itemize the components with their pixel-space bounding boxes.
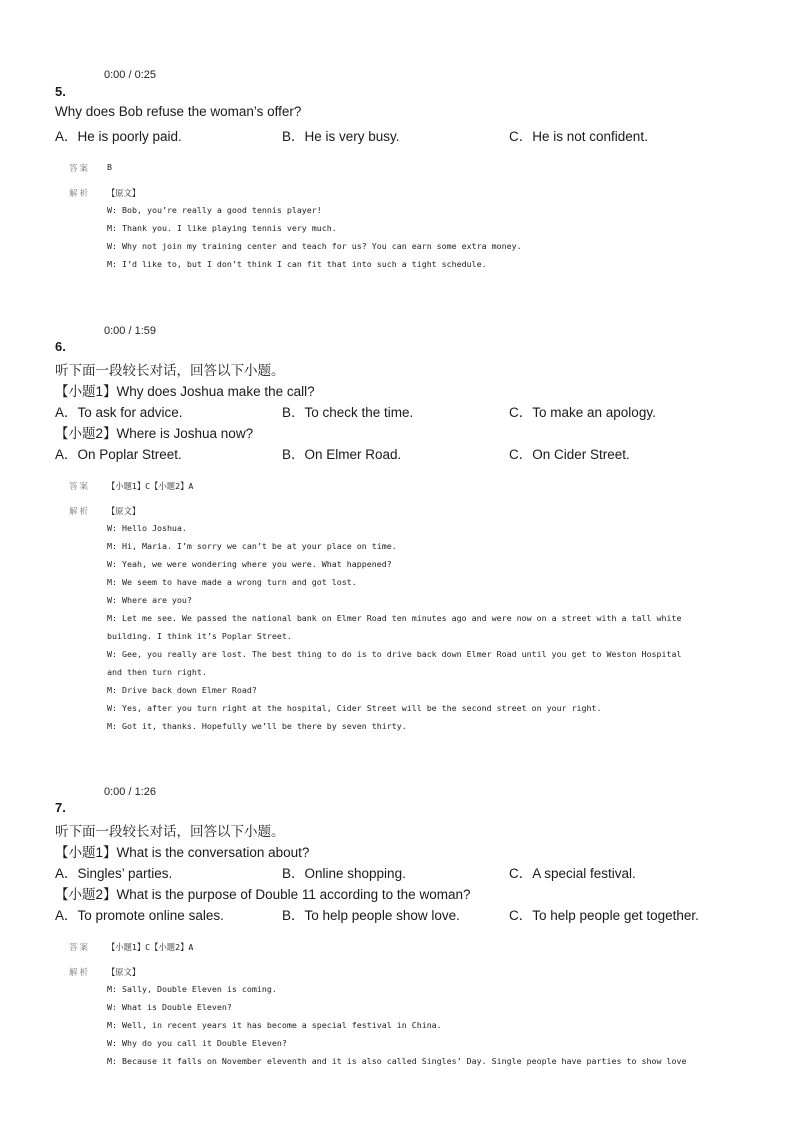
answer-value: 【小题1】C【小题2】A [107,481,194,491]
option-c: C．On Cider Street. [509,447,630,462]
transcript-line: and then turn right. [107,667,207,677]
question-intro: 听下面一段较长对话，回答以下小题。 [55,363,285,378]
option-b: B．On Elmer Road. [282,447,402,462]
option-b: B．To check the time. [282,405,414,420]
option-c: C．A special festival. [509,866,636,881]
answer-value: B [107,162,112,172]
option-b: B．He is very busy. [282,129,400,144]
option-c: C．To help people get together. [509,908,699,923]
transcript-line: M: Sally, Double Eleven is coming. [107,984,277,994]
transcript-line: W: What is Double Eleven? [107,1002,232,1012]
transcript-line: 【原文】 [107,188,141,198]
transcript-line: 【原文】 [107,506,141,516]
transcript-line: M: Well, in recent years it has become a special festival in China. [107,1020,442,1030]
option-c: C．To make an apology. [509,405,656,420]
transcript-line: 【原文】 [107,967,141,977]
analysis-label: 解析 [69,968,91,978]
option-a: A．To promote online sales. [55,908,224,923]
transcript-line: M: Hi, Maria. I’m sorry we can’t be at your place on time. [107,541,397,551]
answer-label: 答案 [69,482,91,492]
audio-player-time[interactable]: 0:00 / 0:25 [104,69,156,81]
transcript-line: M: Let me see. We passed the national bank on Elmer Road ten minutes ago and were now on a street with a tall white [107,613,682,623]
option-a: A．To ask for advice. [55,405,183,420]
option-b: B．Online shopping. [282,866,406,881]
transcript-line: W: Hello Joshua. [107,523,187,533]
transcript-line: M: I’d like to, but I don’t think I can fit that into such a tight schedule. [107,259,487,269]
transcript-line: W: Why not join my training center and teach for us? You can earn some extra money. [107,241,522,251]
sub-question-1: 【小题1】What is the conversation about? [55,845,310,860]
question-intro: 听下面一段较长对话，回答以下小题。 [55,824,285,839]
transcript-line: M: We seem to have made a wrong turn and got lost. [107,577,357,587]
answer-value: 【小题1】C【小题2】A [107,942,194,952]
transcript-line: M: Because it falls on November eleventh and it is also called Singles’ Day. Single people have parties to show love [107,1056,687,1066]
transcript-line: M: Drive back down Elmer Road? [107,685,257,695]
question-number: 6. [55,339,66,354]
answer-label: 答案 [69,943,91,953]
audio-player-time[interactable]: 0:00 / 1:59 [104,325,156,337]
transcript-line: W: Bob, you’re really a good tennis player! [107,205,322,215]
analysis-label: 解析 [69,189,91,199]
transcript-line: W: Why do you call it Double Eleven? [107,1038,287,1048]
transcript-line: W: Where are you? [107,595,192,605]
sub-question-2: 【小题2】Where is Joshua now? [55,426,254,441]
option-a: A．He is poorly paid. [55,129,182,144]
sub-question-2: 【小题2】What is the purpose of Double 11 according to the woman? [55,887,471,902]
question-number: 7. [55,800,66,815]
question-text: Why does Bob refuse the woman’s offer? [55,104,302,119]
transcript-line: M: Thank you. I like playing tennis very much. [107,223,337,233]
answer-label: 答案 [69,164,91,174]
option-a: A．Singles’ parties. [55,866,173,881]
sub-question-1: 【小题1】Why does Joshua make the call? [55,384,315,399]
audio-player-time[interactable]: 0:00 / 1:26 [104,786,156,798]
transcript-line: building. I think it’s Poplar Street. [107,631,292,641]
transcript-line: W: Yeah, we were wondering where you were. What happened? [107,559,392,569]
transcript-line: M: Got it, thanks. Hopefully we’ll be there by seven thirty. [107,721,407,731]
transcript-line: W: Yes, after you turn right at the hospital, Cider Street will be the second street on your right. [107,703,602,713]
option-a: A．On Poplar Street. [55,447,182,462]
question-number: 5. [55,84,66,99]
option-b: B．To help people show love. [282,908,460,923]
transcript-line: W: Gee, you really are lost. The best thing to do is to drive back down Elmer Road until you get to Weston Hospital [107,649,682,659]
option-c: C．He is not confident. [509,129,648,144]
analysis-label: 解析 [69,507,91,517]
